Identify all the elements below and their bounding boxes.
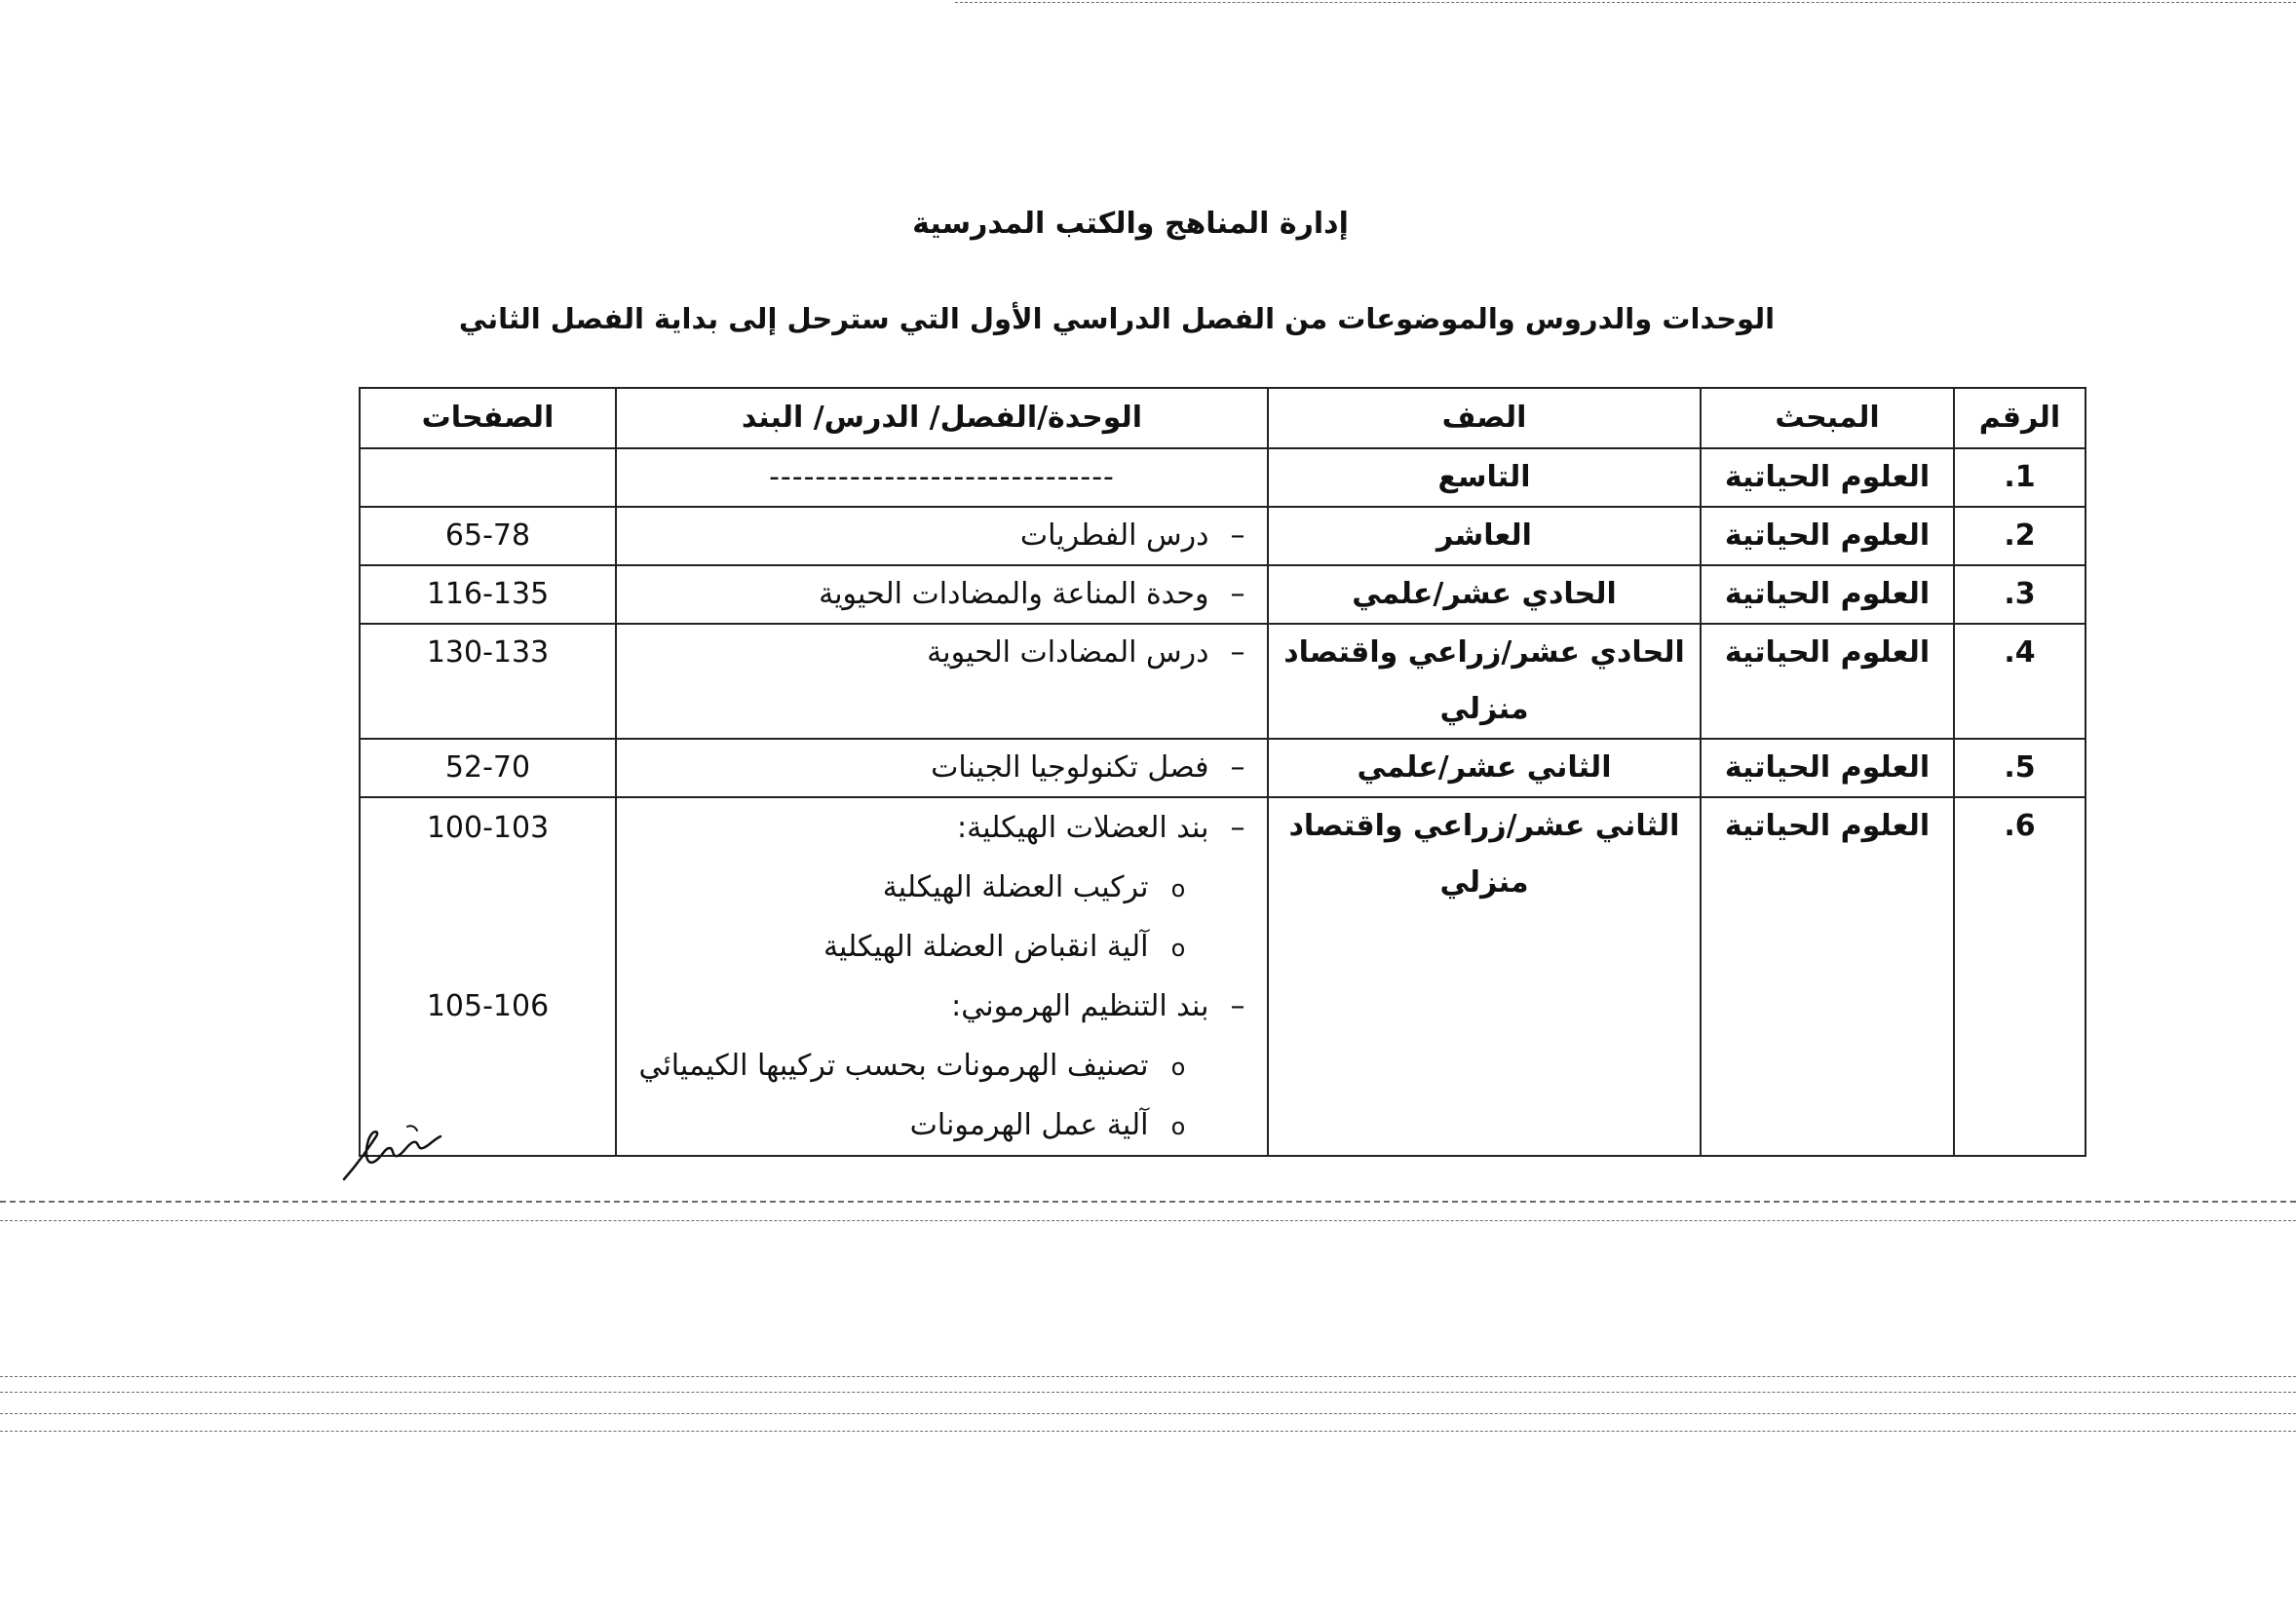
column-header-pages: الصفحات — [360, 388, 616, 448]
subitem-text: تركيب العضلة الهيكلية — [882, 870, 1149, 904]
column-header-subject: المبحث — [1701, 388, 1954, 448]
scan-line — [0, 1220, 2296, 1221]
row-subject: العلوم الحياتية — [1701, 797, 1954, 1156]
item-pages: 105-106 — [426, 989, 550, 1023]
subitem-text: تصنيف الهرمونات بحسب تركيبها الكيميائي — [638, 1049, 1149, 1083]
item-title: بند العضلات الهيكلية: — [957, 811, 1209, 845]
row-subject: العلوم الحياتية — [1701, 507, 1954, 565]
subitem-text: آلية انقباض العضلة الهيكلية — [823, 930, 1149, 964]
table-header-row — [360, 388, 2086, 448]
row-pages: 116-135 — [360, 565, 616, 624]
row-pages: 65-78 — [360, 507, 616, 565]
units-table — [359, 387, 2086, 1157]
row-unit — [616, 624, 1268, 739]
unit-text: وحدة المناعة والمضادات الحيوية — [819, 577, 1209, 611]
item-pages: 100-103 — [426, 811, 550, 845]
item-title: بند التنظيم الهرموني: — [951, 989, 1209, 1023]
scan-line — [955, 2, 2296, 3]
row-pages: 130-133 — [360, 624, 616, 739]
row-unit — [616, 797, 1268, 1156]
row-pages: 52-70 — [360, 739, 616, 797]
dash-bullet: – — [1230, 635, 1245, 670]
scan-line — [0, 1376, 2296, 1377]
row-grade: الحادي عشر/علمي — [1268, 565, 1701, 624]
scan-line — [0, 1413, 2296, 1414]
dash-bullet: – — [1230, 750, 1245, 785]
table-row — [360, 565, 2086, 624]
row-grade: العاشر — [1268, 507, 1701, 565]
row-pages — [360, 448, 616, 507]
column-header-number: الرقم — [1954, 388, 2086, 448]
table-row — [360, 507, 2086, 565]
row-number: 5. — [1954, 739, 2086, 797]
handwritten-signature-icon — [339, 1119, 456, 1187]
row-grade: الحادي عشر/زراعي واقتصاد منزلي — [1268, 624, 1701, 739]
row-number: 6. — [1954, 797, 2086, 1156]
row-number: 1. — [1954, 448, 2086, 507]
row-subject: العلوم الحياتية — [1701, 448, 1954, 507]
row-unit — [616, 565, 1268, 624]
page-subtitle: الوحدات والدروس والموضوعات من الفصل الدراسي الأول التي سترحل إلى بداية الفصل الثاني — [458, 302, 1776, 335]
subitem-text: آلية عمل الهرمونات — [909, 1108, 1149, 1142]
unit-text: درس الفطريات — [1019, 518, 1209, 553]
row-grade: الثاني عشر/زراعي واقتصاد منزلي — [1268, 797, 1701, 1156]
row-subject: العلوم الحياتية — [1701, 739, 1954, 797]
dash-bullet: – — [1230, 577, 1245, 611]
unit-text: فصل تكنولوجيا الجينات — [931, 750, 1209, 785]
row-number: 2. — [1954, 507, 2086, 565]
circle-bullet: o — [1170, 875, 1186, 902]
scan-line — [0, 1392, 2296, 1393]
row-unit — [616, 507, 1268, 565]
dash-bullet: – — [1230, 518, 1245, 553]
circle-bullet: o — [1170, 1054, 1186, 1081]
row-subject: العلوم الحياتية — [1701, 565, 1954, 624]
row-grade: الثاني عشر/علمي — [1268, 739, 1701, 797]
row-number: 3. — [1954, 565, 2086, 624]
row-subject: العلوم الحياتية — [1701, 624, 1954, 739]
circle-bullet: o — [1170, 935, 1186, 962]
unit-text: درس المضادات الحيوية — [927, 635, 1209, 670]
row-grade: التاسع — [1268, 448, 1701, 507]
table-row — [360, 624, 2086, 739]
table-row — [360, 448, 2086, 507]
dash-bullet: – — [1230, 811, 1245, 845]
row-unit — [616, 739, 1268, 797]
circle-bullet: o — [1170, 1113, 1186, 1140]
scan-line — [0, 1431, 2296, 1432]
dash-bullet: – — [1230, 989, 1245, 1023]
table-row — [360, 797, 2086, 1156]
column-header-grade: الصف — [1268, 388, 1701, 448]
row-pages — [360, 797, 616, 1156]
row-unit-empty-dashes: ------------------------------ — [616, 448, 1268, 507]
column-header-unit: الوحدة/الفصل/ الدرس/ البند — [616, 388, 1268, 448]
page-title: إدارة المناهج والكتب المدرسية — [912, 207, 1349, 241]
row-number: 4. — [1954, 624, 2086, 739]
scan-line — [0, 1201, 2296, 1203]
table-row — [360, 739, 2086, 797]
